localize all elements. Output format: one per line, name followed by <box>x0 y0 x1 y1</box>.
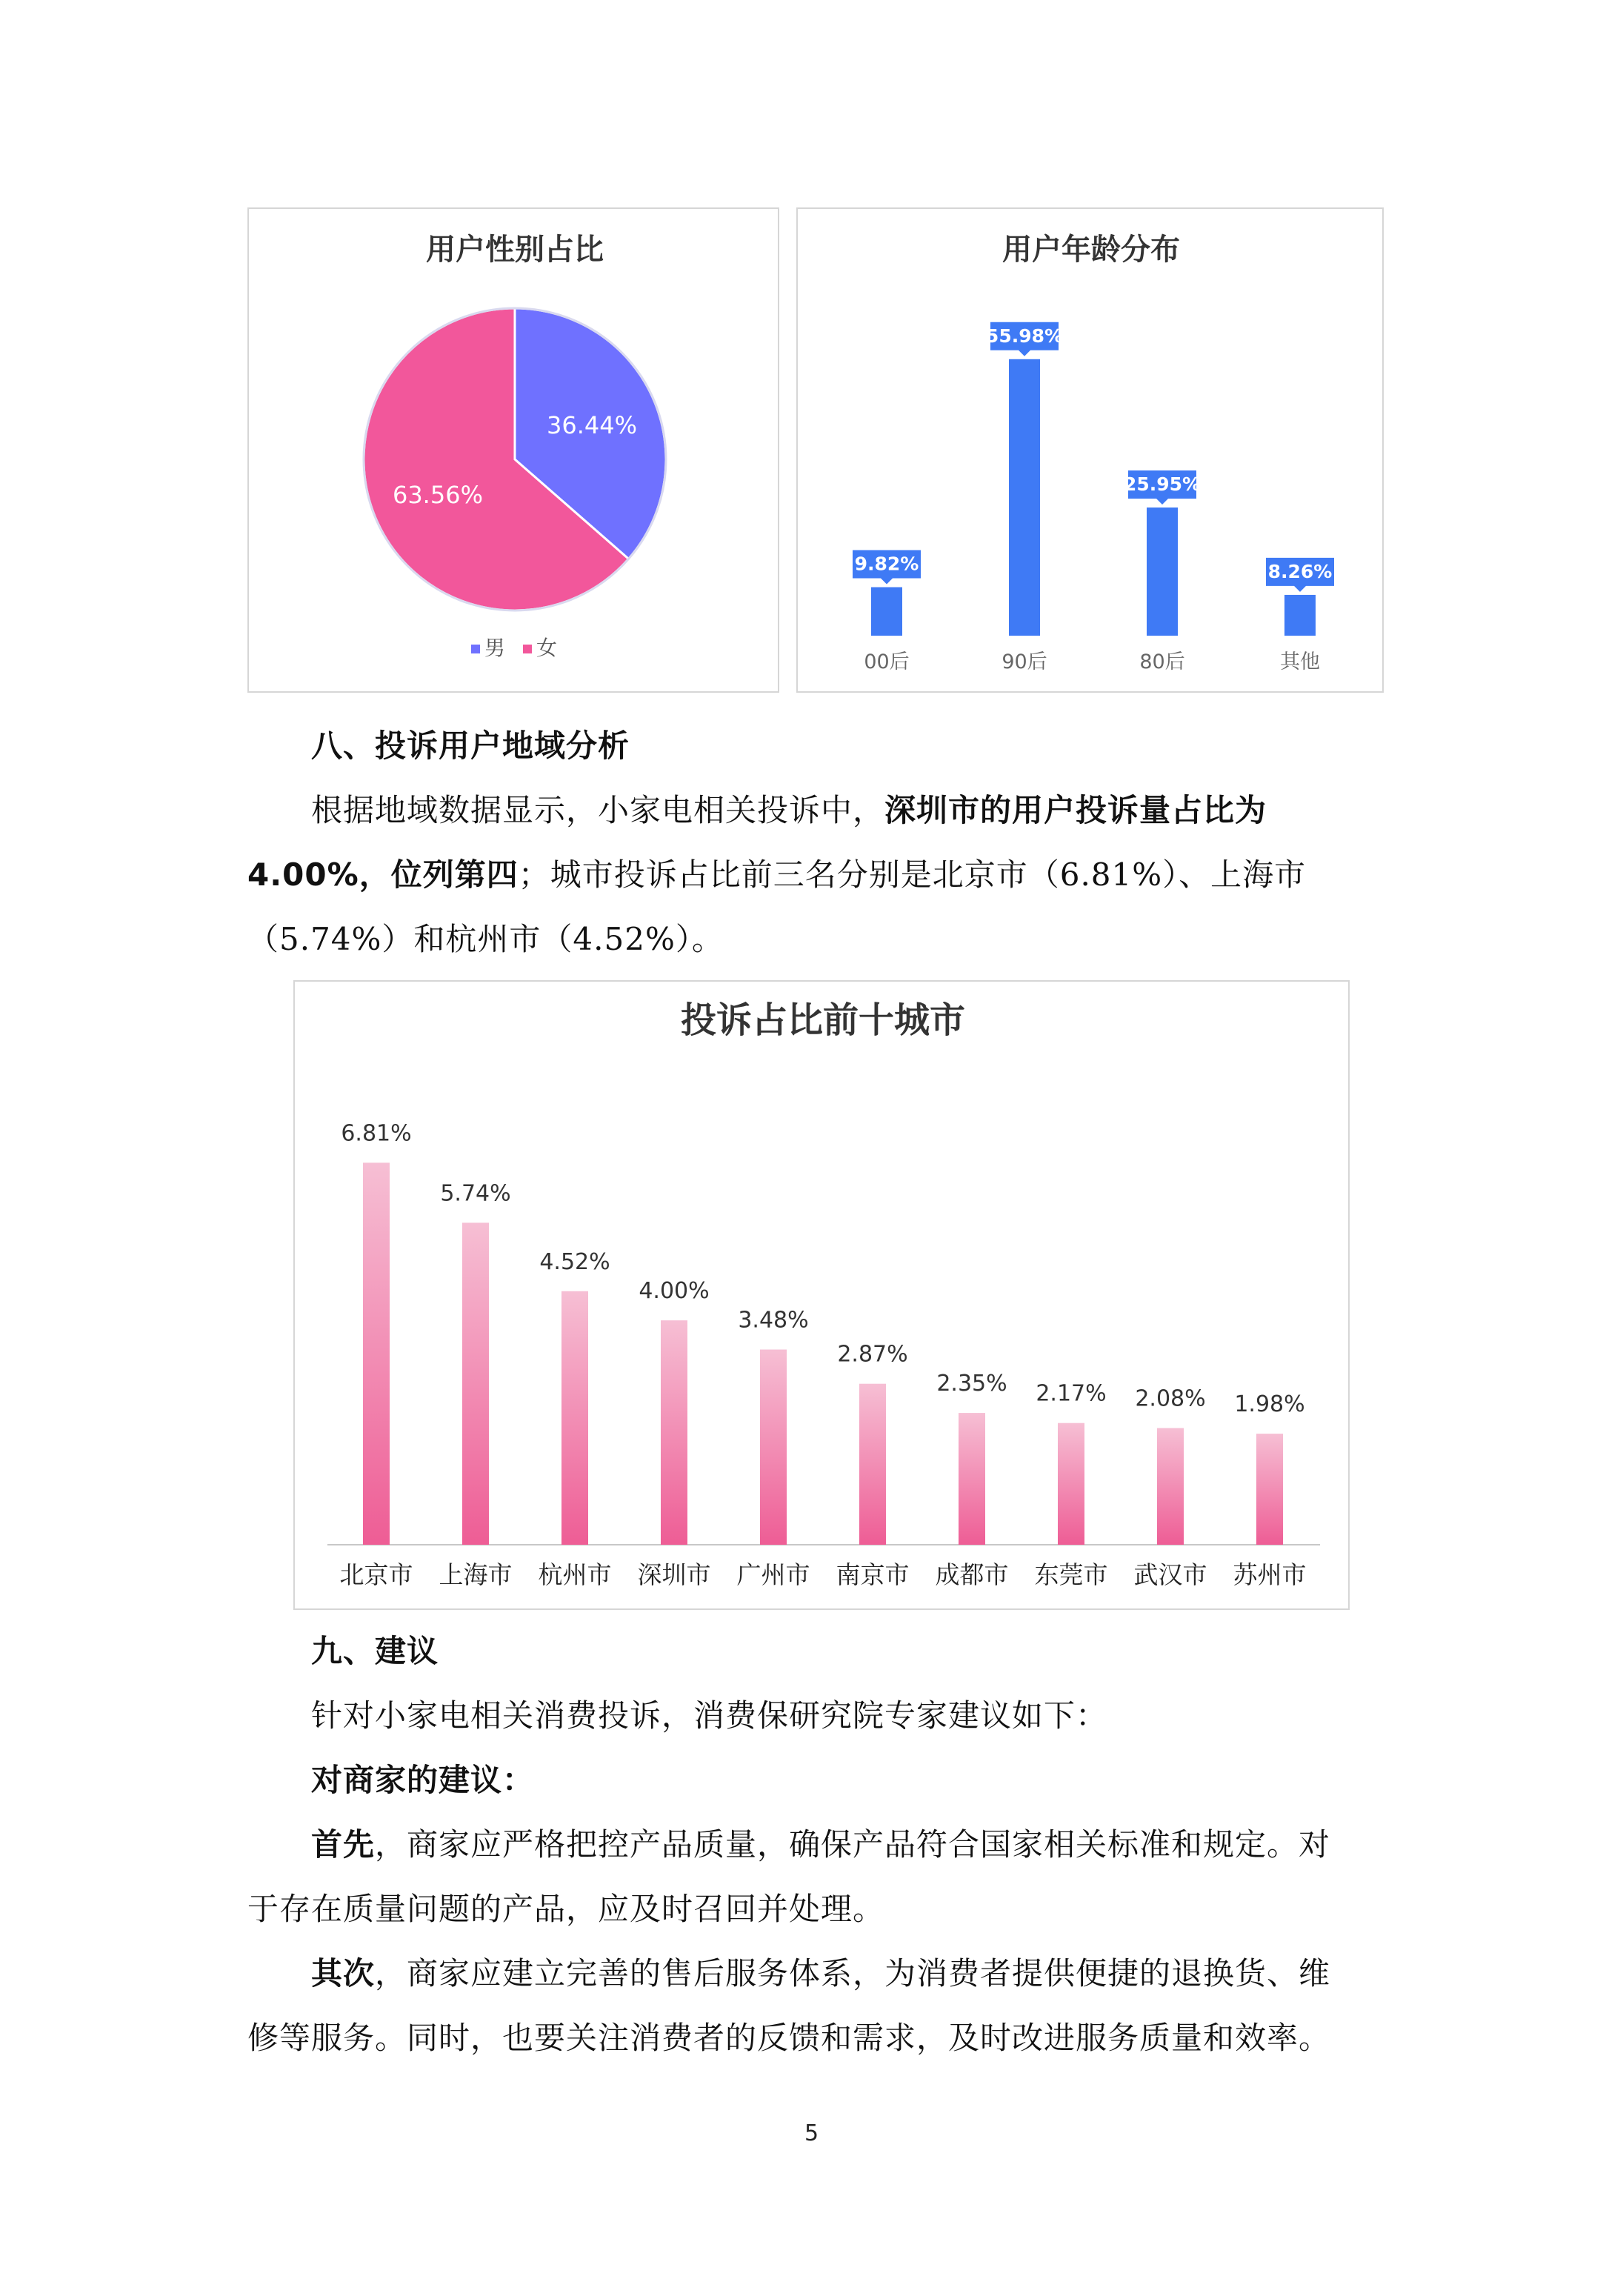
age-category-label: 90后 <box>1002 650 1047 673</box>
section8-bold-text: 4.00%，位列第四 <box>247 856 519 893</box>
city-bar-label: 4.00% <box>639 1278 710 1305</box>
first-advice-line1 <box>311 1812 1400 1877</box>
city-category-label: 武汉市 <box>1133 1560 1207 1589</box>
pie-slice-label: 36.44% <box>547 410 638 439</box>
city-bar <box>859 1384 886 1545</box>
city-bar-chart <box>295 982 1351 1611</box>
city-bar-label: 3.48% <box>738 1307 809 1334</box>
city-bar <box>1058 1423 1084 1545</box>
city-category-label: 上海市 <box>439 1560 513 1589</box>
section8-heading: 八、投诉用户地域分析 <box>311 728 630 764</box>
city-bar-label: 2.87% <box>837 1341 908 1368</box>
gender-chart-title: 用户性别占比 <box>426 233 604 267</box>
city-category-label: 北京市 <box>339 1560 413 1589</box>
section8-paragraph-line2 <box>247 842 1396 907</box>
city-bar-label: 1.98% <box>1234 1391 1305 1418</box>
second-advice-line2: 修等服务。同时，也要关注消费者的反馈和需求，及时改进服务质量和效率。 <box>247 2020 1331 2056</box>
age-bar <box>1009 359 1040 636</box>
section9-heading: 九、建议 <box>311 1633 439 1669</box>
city-bar <box>760 1350 787 1545</box>
city-category-label: 广州市 <box>736 1560 810 1589</box>
city-bar-label: 4.52% <box>539 1248 610 1275</box>
city-bar <box>1256 1434 1283 1545</box>
city-bar <box>1157 1428 1184 1545</box>
age-bar <box>871 588 902 636</box>
age-bar-chart <box>798 209 1385 694</box>
city-bar <box>561 1291 588 1545</box>
second-advice-line1 <box>311 1941 1400 2006</box>
legend-label: 女 <box>536 636 558 660</box>
legend-swatch <box>523 645 532 653</box>
section8-paragraph-line1 <box>311 778 1400 842</box>
first-advice-line2: 于存在质量问题的产品，应及时召回并处理。 <box>247 1891 885 1927</box>
first-advice-text: ，商家应严格把控产品质量，确保产品符合国家相关标准和规定。对 <box>375 1826 1331 1863</box>
city-chart-panel <box>293 980 1350 1610</box>
city-bar <box>462 1222 489 1545</box>
age-category-label: 00后 <box>864 650 910 673</box>
age-category-label: 80后 <box>1139 650 1185 673</box>
second-advice-text: ，商家应建立完善的售后服务体系，为消费者提供便捷的退换货、维 <box>375 1955 1331 1991</box>
second-label: 其次 <box>311 1955 376 1991</box>
section9-intro: 针对小家电相关消费投诉，消费保研究院专家建议如下： <box>311 1697 1108 1734</box>
city-bar <box>363 1162 390 1545</box>
section8-text: ；城市投诉占比前三名分别是北京市（6.81%）、上海市 <box>518 856 1307 893</box>
city-chart-title: 投诉占比前十城市 <box>680 999 966 1041</box>
section8-bold-text: 深圳市的用户投诉量占比为 <box>884 792 1267 828</box>
section8-paragraph-line3: （5.74%）和杭州市（4.52%）。 <box>247 921 724 957</box>
legend-label: 男 <box>484 636 506 660</box>
section8-text: 根据地域数据显示，小家电相关投诉中， <box>311 792 885 828</box>
city-bar-label: 6.81% <box>341 1120 412 1147</box>
age-bar-label: 25.95% <box>1123 473 1202 495</box>
age-bar <box>1147 508 1178 636</box>
city-bar <box>661 1320 687 1545</box>
age-bar-label: 55.98% <box>985 325 1064 347</box>
age-chart-panel <box>796 207 1384 693</box>
city-category-label: 成都市 <box>935 1560 1009 1589</box>
legend-swatch <box>471 645 480 653</box>
age-bar <box>1284 595 1316 636</box>
city-bar-label: 2.35% <box>936 1371 1007 1397</box>
pie-slice-label: 63.56% <box>392 481 483 510</box>
merchant-advice-heading: 对商家的建议： <box>311 1762 535 1798</box>
city-category-label: 杭州市 <box>538 1560 612 1589</box>
age-category-label: 其他 <box>1280 650 1320 673</box>
city-bar <box>959 1413 985 1545</box>
age-bar-label: 9.82% <box>854 553 919 575</box>
city-category-label: 南京市 <box>836 1560 910 1589</box>
city-category-label: 东莞市 <box>1034 1560 1108 1589</box>
city-bar-label: 2.17% <box>1036 1380 1107 1407</box>
city-category-label: 深圳市 <box>637 1560 711 1589</box>
age-chart-title: 用户年龄分布 <box>1002 233 1180 267</box>
city-category-label: 苏州市 <box>1233 1560 1307 1589</box>
city-bar-label: 5.74% <box>440 1180 511 1207</box>
city-bar-label: 2.08% <box>1135 1385 1206 1412</box>
first-label: 首先 <box>311 1826 376 1863</box>
gender-pie-chart <box>249 209 781 694</box>
page-number: 5 <box>804 2120 819 2146</box>
age-bar-label: 8.26% <box>1267 560 1333 582</box>
gender-chart-panel <box>247 207 779 693</box>
